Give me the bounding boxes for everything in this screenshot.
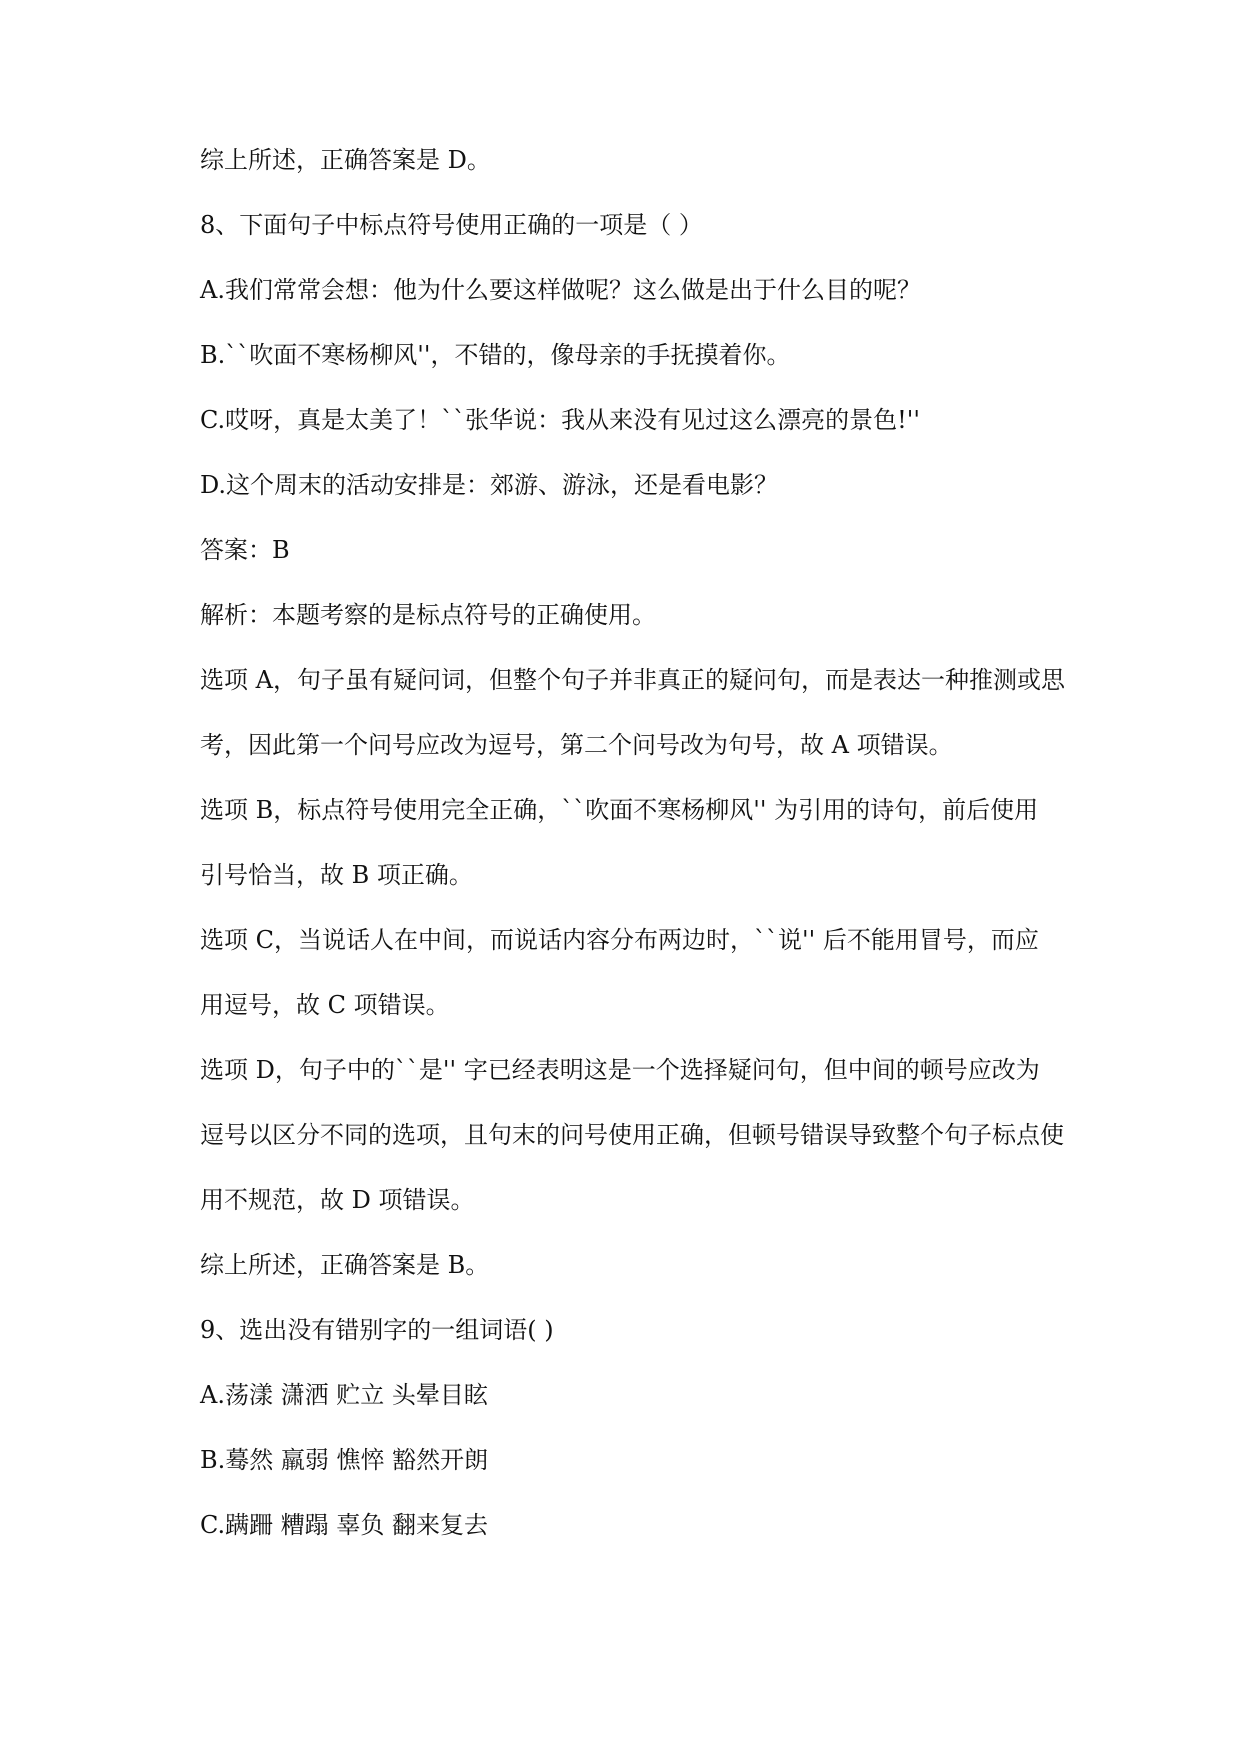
analysis-option-c-line-2: 用逗号，故 C 项错误。: [200, 991, 450, 1019]
analysis-option-c-line-1: 选项 C，当说话人在中间，而说话内容分布两边时，``说'' 后不能用冒号，而应: [200, 926, 1039, 954]
analysis-option-d-line-1: 选项 D，句子中的``是'' 字已经表明这是一个选择疑问句，但中间的顿号应改为: [200, 1056, 1040, 1084]
analysis-option-b-line-2: 引号恰当，故 B 项正确。: [200, 861, 473, 889]
question-8-analysis: 解析：本题考察的是标点符号的正确使用。: [200, 601, 656, 629]
question-8-stem: 8、下面句子中标点符号使用正确的一项是（ ）: [200, 211, 703, 239]
analysis-option-a-line-1: 选项 A，句子虽有疑问词，但整个句子并非真正的疑问句，而是表达一种推测或思: [200, 666, 1065, 694]
question-8-option-b: B.``吹面不寒杨柳风''，不错的，像母亲的手抚摸着你。: [200, 341, 791, 369]
question-8-answer: 答案：B: [200, 536, 290, 564]
analysis-option-a-line-2: 考，因此第一个问号应改为逗号，第二个问号改为句号，故 A 项错误。: [200, 731, 953, 759]
summary-line-previous: 综上所述，正确答案是 D。: [200, 146, 491, 174]
question-8-option-c: C.哎呀，真是太美了！``张华说：我从来没有见过这么漂亮的景色!'': [200, 406, 920, 434]
question-8-option-a: A.我们常常会想：他为什么要这样做呢？这么做是出于什么目的呢？: [200, 276, 921, 304]
question-9-option-b: B.蓦然 羸弱 憔悴 豁然开朗: [200, 1446, 489, 1474]
question-8-option-d: D.这个周末的活动安排是：郊游、游泳，还是看电影？: [200, 471, 779, 499]
question-9-option-c: C.蹒跚 糟蹋 辜负 翻来复去: [200, 1511, 489, 1539]
question-8-summary: 综上所述，正确答案是 B。: [200, 1251, 490, 1279]
question-9-option-a: A.荡漾 潇洒 贮立 头晕目眩: [200, 1381, 488, 1409]
analysis-option-d-line-2: 逗号以区分不同的选项，且句末的问号使用正确，但顿号错误导致整个句子标点使: [200, 1121, 1064, 1149]
document-body: [200, 140, 1100, 1570]
analysis-option-d-line-3: 用不规范，故 D 项错误。: [200, 1186, 475, 1214]
question-9-stem: 9、选出没有错别字的一组词语( ): [200, 1316, 554, 1344]
analysis-option-b-line-1: 选项 B，标点符号使用完全正确，``吹面不寒杨柳风'' 为引用的诗句，前后使用: [200, 796, 1039, 824]
